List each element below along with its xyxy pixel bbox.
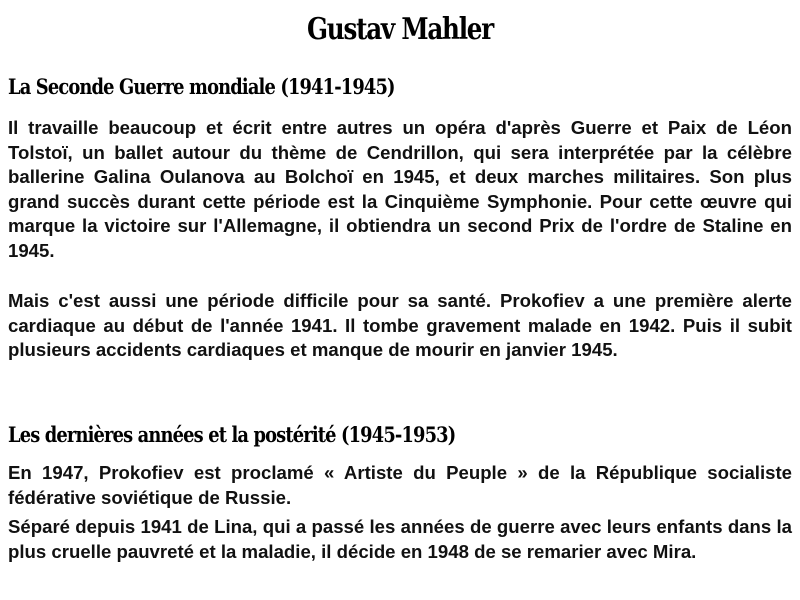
paragraph-people-artist: En 1947, Prokofiev est proclamé « Artiste du Peuple » de la République socialiste fédérative soviétique de Russie. xyxy=(8,462,792,508)
paragraph-health-issues: Mais c'est aussi une période difficile pour sa santé. Prokofiev a une première alerte cardiaque au début de l'année 1941. Il tombe gravement malade en 1942. Puis il subit plusieurs accidents cardiaques et manque de mourir en janvier 1945. xyxy=(8,290,792,360)
section-heading-last-years: Les dernières années et la postérité (1945-1953) xyxy=(8,422,456,447)
section-heading-world-war-two: La Seconde Guerre mondiale (1941-1945) xyxy=(8,74,395,99)
paragraph-remarriage: Séparé depuis 1941 de Lina, qui a passé les années de guerre avec leurs enfants dans la plus cruelle pauvreté et la maladie, il décide en 1948 de se remarier avec Mira. xyxy=(8,516,792,562)
paragraph-works-during-war: Il travaille beaucoup et écrit entre autres un opéra d'après Guerre et Paix de Léon Tolstoï, un ballet autour du thème de Cendrillon, qui sera interprétée par la célèbre ballerine Galina Oulanova au Bolchoï en 1945, et deux marches militaires. Son plus grand succès durant cette période est la Cinquième Symphonie. Pour cette œuvre qui marque la victoire sur l'Allemagne, il obtiendra un second Prix de l'ordre de Staline en 1945. xyxy=(8,117,792,261)
page-title: Gustav Mahler xyxy=(307,12,493,47)
